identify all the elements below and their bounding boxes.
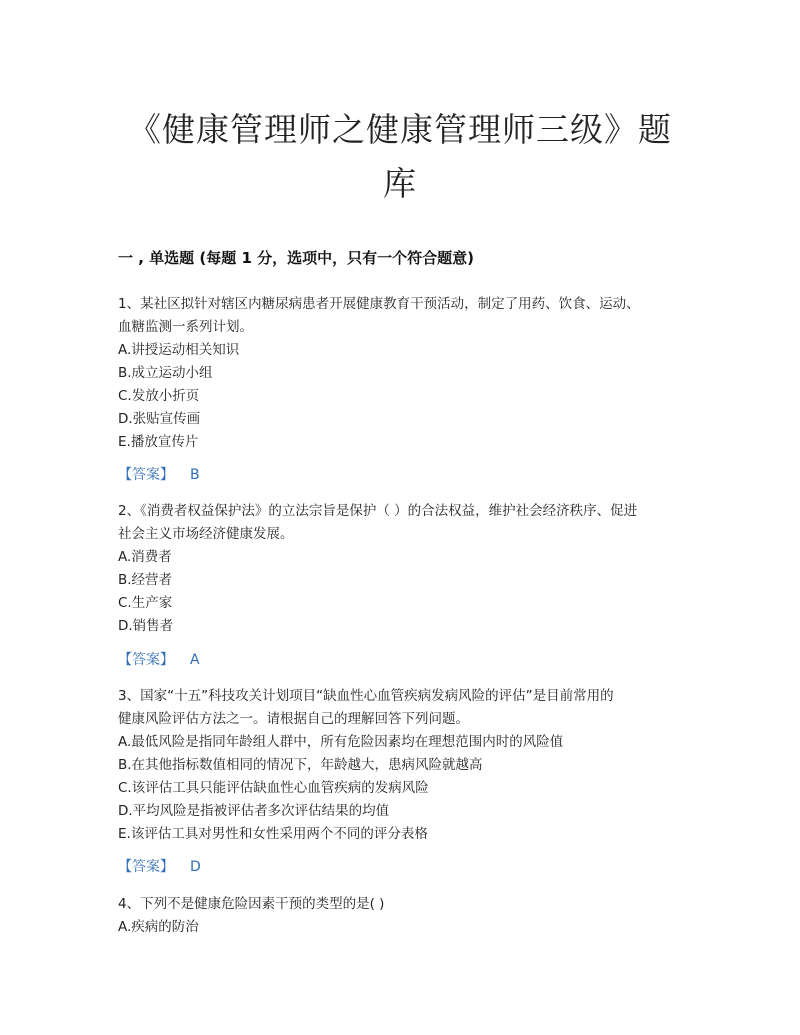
option-a: A.疾病的防治: [118, 919, 199, 935]
title-line-2: 库: [383, 164, 417, 203]
question-stem: 血糖监测一系列计划。: [118, 319, 253, 335]
question-1: [118, 293, 688, 454]
answer-label: 【答案】: [118, 652, 174, 668]
answer-3: [118, 856, 201, 878]
option-d: D.销售者: [118, 618, 174, 634]
question-2: [118, 500, 688, 638]
question-stem: 4、下列不是健康危险因素干预的类型的是( ): [118, 896, 385, 912]
option-e: E.播放宣传片: [118, 434, 199, 450]
title-line-1: 《健康管理师之健康管理师三级》题: [128, 110, 672, 149]
option-b: B.成立运动小组: [118, 365, 213, 381]
answer-label: 【答案】: [118, 859, 174, 875]
option-b: B.在其他指标数值相同的情况下，年龄越大，患病风险就越高: [118, 757, 483, 773]
option-d: D.张贴宣传画: [118, 411, 201, 427]
option-c: C.发放小折页: [118, 388, 200, 404]
answer-value: A: [190, 652, 200, 668]
question-4: [118, 893, 688, 939]
section-heading: 一 , 单选题 (每题 1 分，选项中，只有一个符合题意): [118, 249, 474, 267]
option-a: A.最低风险是指同年龄组人群中，所有危险因素均在理想范围内时的风险值: [118, 734, 564, 750]
question-stem: 3、国家“十五”科技攻关计划项目“缺血性心血管疾病发病风险的评估”是目前常用的: [118, 688, 614, 704]
option-d: D.平均风险是指被评估者多次评估结果的均值: [118, 803, 390, 819]
question-stem: 2、《消费者权益保护法》的立法宗旨是保护（ ）的合法权益，维护社会经济秩序、促进: [118, 503, 638, 519]
option-c: C.该评估工具只能评估缺血性心血管疾病的发病风险: [118, 780, 429, 796]
answer-label: 【答案】: [118, 467, 174, 483]
answer-2: [118, 649, 200, 671]
option-a: A.讲授运动相关知识: [118, 342, 240, 358]
question-3: [118, 685, 688, 846]
question-stem: 社会主义市场经济健康发展。: [118, 526, 294, 542]
document-title: [110, 103, 690, 211]
answer-1: [118, 464, 200, 486]
question-stem: 健康风险评估方法之一。请根据自己的理解回答下列问题。: [118, 711, 469, 727]
question-stem: 1、某社区拟针对辖区内糖尿病患者开展健康教育干预活动，制定了用药、饮食、运动、: [118, 296, 640, 312]
option-a: A.消费者: [118, 549, 172, 565]
option-b: B.经营者: [118, 572, 173, 588]
option-e: E.该评估工具对男性和女性采用两个不同的评分表格: [118, 826, 428, 842]
option-c: C.生产家: [118, 595, 173, 611]
answer-value: B: [190, 467, 200, 483]
answer-value: D: [190, 859, 201, 875]
